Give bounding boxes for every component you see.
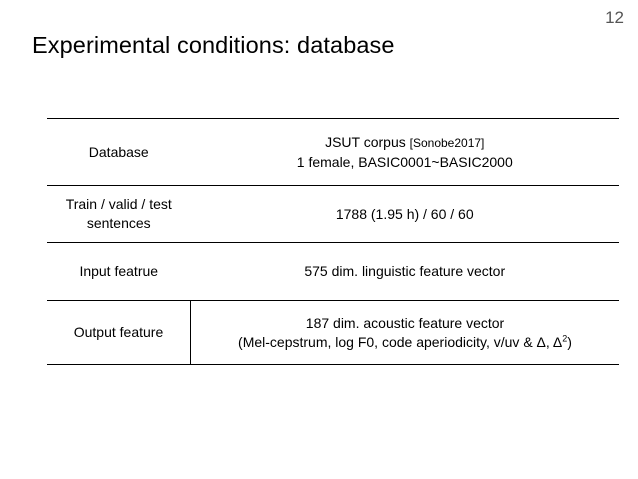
table-row-database [47,119,619,186]
row-value-database [191,119,620,186]
table-row-split [47,186,619,243]
database-citation: [Sonobe2017] [409,135,485,150]
table-row-output [47,301,619,365]
row-label-input: Input featrue [47,243,191,301]
database-corpus-line [197,133,614,153]
delta-squared-superscript: 2 [562,332,568,343]
slide-title: Experimental conditions: database [32,32,395,58]
slide-number: 12 [605,8,624,27]
output-dim-line: 187 dim. acoustic feature vector [305,314,505,331]
row-label-split [47,186,191,243]
row-value-input: 575 dim. linguistic feature vector [191,243,620,301]
database-corpus-name: JSUT corpus [325,133,410,150]
output-components-text: (Mel-cepstrum, log F0, code aperiodicity, v/uv & Δ, Δ [238,333,563,350]
output-components-close: ) [567,333,572,350]
database-speaker-line: 1 female, BASIC0001~BASIC2000 [296,153,513,170]
row-label-output: Output feature [47,301,191,365]
row-value-split: 1788 (1.95 h) / 60 / 60 [191,186,620,243]
row-value-output [191,301,620,365]
table-row-input [47,243,619,301]
row-label-database: Database [47,119,191,186]
row-label-split-line2: sentences [86,215,151,231]
conditions-table [47,118,619,365]
row-label-split-line1: Train / valid / test [65,196,172,212]
output-components-line [197,333,613,352]
